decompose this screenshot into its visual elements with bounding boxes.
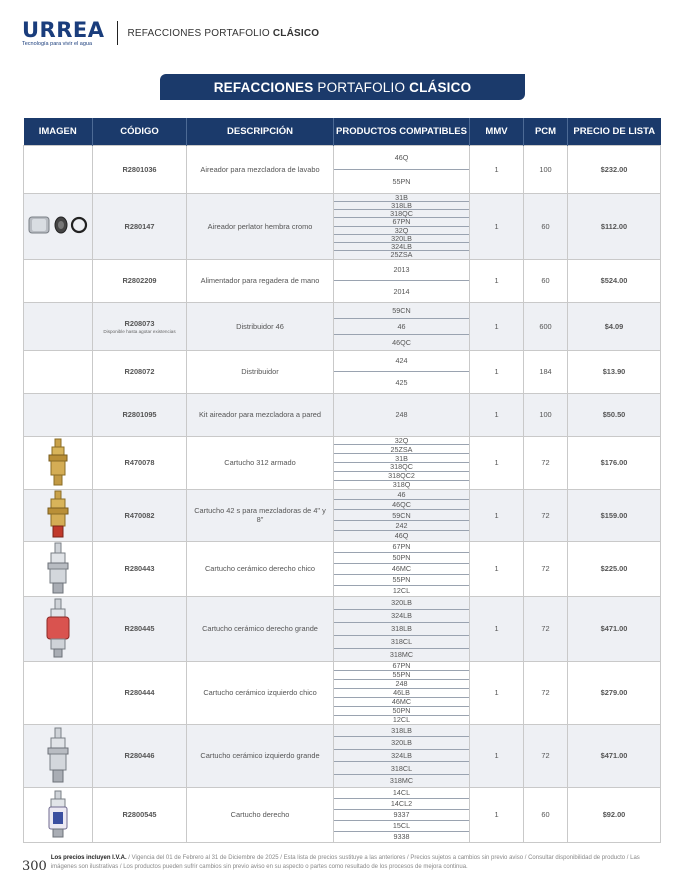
compatible-product: 318CL bbox=[334, 762, 469, 775]
compatible-product: 9337 bbox=[334, 810, 469, 821]
description-cell: Cartucho cerámico izquierdo grande bbox=[187, 724, 334, 787]
compatible-product: 46 bbox=[334, 319, 469, 335]
code-cell bbox=[93, 145, 187, 193]
compatible-list bbox=[334, 394, 469, 436]
description-cell: Cartucho cerámico derecho grande bbox=[187, 596, 334, 661]
compatible-product: 318QC2 bbox=[334, 472, 469, 481]
table-row bbox=[24, 541, 661, 596]
compatible-product: 320LB bbox=[334, 235, 469, 243]
price-cell: $4.09 bbox=[568, 302, 661, 350]
logo-wordmark: URREA bbox=[22, 17, 105, 42]
mmv-cell: 1 bbox=[470, 436, 524, 489]
mmv-cell: 1 bbox=[470, 724, 524, 787]
price-cell: $50.50 bbox=[568, 393, 661, 436]
product-code: R208073 bbox=[124, 318, 155, 328]
table-row bbox=[24, 436, 661, 489]
image-cell bbox=[24, 596, 93, 661]
compatible-list bbox=[334, 303, 469, 350]
compatible-product: 46MC bbox=[334, 698, 469, 707]
compatible-product: 12CL bbox=[392, 586, 411, 595]
mmv-cell: 1 bbox=[470, 541, 524, 596]
pcm-cell: 600 bbox=[524, 302, 568, 350]
banner-part1: REFACCIONES bbox=[213, 79, 314, 95]
mmv-cell: 1 bbox=[470, 302, 524, 350]
description-cell: Distribuidor bbox=[187, 350, 334, 393]
table-row bbox=[24, 393, 661, 436]
compatible-product: 15CL bbox=[334, 821, 469, 832]
col-image: IMAGEN bbox=[24, 118, 93, 145]
code-cell bbox=[93, 350, 187, 393]
page-number: 300 bbox=[22, 859, 47, 874]
image-cell bbox=[24, 259, 93, 302]
code-cell bbox=[93, 661, 187, 724]
compatible-product: 59CN bbox=[334, 510, 469, 520]
product-code: R2801095 bbox=[122, 410, 157, 419]
compatible-product: 318MC bbox=[389, 650, 414, 659]
compatible-cell bbox=[334, 596, 470, 661]
compatible-product: 46QC bbox=[392, 337, 411, 347]
mmv-cell: 1 bbox=[470, 596, 524, 661]
compatible-cell bbox=[334, 259, 470, 302]
product-image bbox=[24, 598, 92, 660]
code-cell bbox=[93, 436, 187, 489]
description-cell: Cartucho cerámico izquierdo chico bbox=[187, 661, 334, 724]
compatible-list bbox=[334, 542, 469, 596]
product-image bbox=[24, 727, 92, 785]
compatible-product: 31B bbox=[334, 194, 469, 202]
compatible-product: 50PN bbox=[334, 553, 469, 564]
compatible-list bbox=[334, 437, 469, 489]
compatible-list bbox=[334, 788, 469, 842]
description-cell: Alimentador para regadera de mano bbox=[187, 259, 334, 302]
table-row bbox=[24, 350, 661, 393]
pcm-cell: 60 bbox=[524, 787, 568, 842]
code-cell bbox=[93, 259, 187, 302]
price-cell: $471.00 bbox=[568, 596, 661, 661]
header-title-light: REFACCIONES PORTAFOLIO bbox=[127, 27, 270, 39]
mmv-cell: 1 bbox=[470, 145, 524, 193]
compatible-product: 59CN bbox=[334, 303, 469, 319]
compatible-product: 248 bbox=[395, 410, 408, 419]
footer-text: / Vigencia del 01 de Febrero al 31 de Diciembre de 2025 / Esta lista de precios sustituye a las anteriores / Precios sujetos a cambios sin previo aviso / Consultar disponibilidad de producto / Las imágenes son ilustrativas / Los productos pueden sufrir cambios sin previo aviso en su aspecto o partes como resultado de los procesos de mejora continua. bbox=[50, 855, 640, 870]
page-header bbox=[22, 18, 319, 48]
price-cell: $524.00 bbox=[568, 259, 661, 302]
footer-bold: Los precios incluyen I.V.A. bbox=[50, 855, 127, 861]
pcm-cell: 100 bbox=[524, 145, 568, 193]
compatible-product: 248 bbox=[334, 680, 469, 689]
image-cell bbox=[24, 302, 93, 350]
mmv-cell: 1 bbox=[470, 350, 524, 393]
availability-note: Disponible hasta agotar existencias bbox=[103, 328, 176, 334]
code-cell bbox=[93, 787, 187, 842]
compatible-cell bbox=[334, 350, 470, 393]
image-cell bbox=[24, 193, 93, 259]
product-code: R280147 bbox=[124, 221, 155, 231]
table-row bbox=[24, 596, 661, 661]
banner-part2: PORTAFOLIO bbox=[317, 79, 406, 95]
compatible-product: 9338 bbox=[393, 832, 410, 841]
pcm-cell: 72 bbox=[524, 661, 568, 724]
mmv-cell: 1 bbox=[470, 661, 524, 724]
header-title bbox=[128, 28, 320, 39]
pcm-cell: 60 bbox=[524, 193, 568, 259]
mmv-cell: 1 bbox=[470, 489, 524, 541]
mmv-cell: 1 bbox=[470, 259, 524, 302]
compatible-product: 324LB bbox=[334, 243, 469, 251]
code-cell bbox=[93, 393, 187, 436]
image-cell bbox=[24, 724, 93, 787]
compatible-product: 424 bbox=[334, 351, 469, 373]
pcm-cell: 72 bbox=[524, 436, 568, 489]
compatible-cell bbox=[334, 541, 470, 596]
pcm-cell: 72 bbox=[524, 724, 568, 787]
table-row bbox=[24, 302, 661, 350]
price-cell: $92.00 bbox=[568, 787, 661, 842]
description-cell: Cartucho derecho bbox=[187, 787, 334, 842]
compatible-cell bbox=[334, 724, 470, 787]
price-cell: $471.00 bbox=[568, 724, 661, 787]
compatible-product: 12CL bbox=[392, 715, 411, 724]
compatible-cell bbox=[334, 145, 470, 193]
price-cell: $13.90 bbox=[568, 350, 661, 393]
compatible-product: 318LB bbox=[334, 202, 469, 210]
description-cell: Distribuidor 46 bbox=[187, 302, 334, 350]
compatible-product: 46Q bbox=[394, 531, 409, 541]
product-code: R208072 bbox=[124, 367, 155, 376]
compatible-product: 67PN bbox=[334, 542, 469, 553]
product-image bbox=[24, 214, 92, 238]
compatible-product: 318MC bbox=[389, 776, 414, 786]
compatible-list bbox=[334, 194, 469, 259]
header-divider bbox=[117, 21, 118, 45]
compatible-product: 46MC bbox=[334, 564, 469, 575]
compatible-product: 318Q bbox=[392, 480, 411, 490]
table-row bbox=[24, 724, 661, 787]
product-image bbox=[24, 490, 92, 540]
compatible-product: 320LB bbox=[334, 737, 469, 750]
product-code: R2801036 bbox=[122, 164, 157, 174]
compatible-cell bbox=[334, 787, 470, 842]
compatible-product: 46Q bbox=[334, 146, 469, 170]
col-compatible: PRODUCTOS COMPATIBLES bbox=[334, 118, 470, 145]
compatible-cell bbox=[334, 436, 470, 489]
header-title-bold: CLÁSICO bbox=[272, 27, 320, 39]
pcm-cell: 184 bbox=[524, 350, 568, 393]
code-cell bbox=[93, 596, 187, 661]
product-code: R470078 bbox=[124, 458, 155, 467]
col-description: DESCRIPCIÓN bbox=[187, 118, 334, 145]
description-cell: Cartucho cerámico derecho chico bbox=[187, 541, 334, 596]
compatible-product: 242 bbox=[334, 521, 469, 531]
code-cell bbox=[93, 193, 187, 259]
compatible-product: 31B bbox=[334, 454, 469, 463]
table-row bbox=[24, 489, 661, 541]
product-code: R280443 bbox=[124, 564, 155, 573]
product-image bbox=[24, 790, 92, 840]
mmv-cell: 1 bbox=[470, 193, 524, 259]
compatible-product: 318CL bbox=[334, 636, 469, 649]
image-cell bbox=[24, 145, 93, 193]
pcm-cell: 72 bbox=[524, 596, 568, 661]
compatible-product: 318QC bbox=[334, 210, 469, 218]
code-cell bbox=[93, 724, 187, 787]
pcm-cell: 60 bbox=[524, 259, 568, 302]
pcm-cell: 72 bbox=[524, 489, 568, 541]
description-cell: Kit aireador para mezcladora a pared bbox=[187, 393, 334, 436]
compatible-product: 67PN bbox=[334, 218, 469, 226]
price-cell: $176.00 bbox=[568, 436, 661, 489]
table-header-row bbox=[24, 118, 661, 145]
table-row bbox=[24, 193, 661, 259]
compatible-product: 25ZSA bbox=[390, 250, 413, 260]
compatible-product: 318LB bbox=[334, 725, 469, 738]
urrea-logo bbox=[22, 17, 105, 47]
image-cell bbox=[24, 393, 93, 436]
product-image bbox=[24, 438, 92, 488]
image-cell bbox=[24, 489, 93, 541]
table-row bbox=[24, 259, 661, 302]
compatible-product: 55PN bbox=[392, 176, 411, 186]
compatible-product: 32Q bbox=[334, 227, 469, 235]
logo-tagline: Tecnología para vivir el agua bbox=[22, 40, 93, 47]
image-cell bbox=[24, 350, 93, 393]
compatible-list bbox=[334, 662, 469, 724]
price-table bbox=[23, 118, 661, 843]
compatible-product: 25ZSA bbox=[334, 445, 469, 454]
footer-disclaimer bbox=[51, 854, 662, 871]
code-cell bbox=[93, 489, 187, 541]
compatible-list bbox=[334, 597, 469, 661]
description-cell: Aireador perlator hembra cromo bbox=[187, 193, 334, 259]
compatible-cell bbox=[334, 302, 470, 350]
pcm-cell: 100 bbox=[524, 393, 568, 436]
pcm-cell: 72 bbox=[524, 541, 568, 596]
compatible-product: 55PN bbox=[334, 575, 469, 586]
price-cell: $279.00 bbox=[568, 661, 661, 724]
compatible-product: 55PN bbox=[334, 671, 469, 680]
banner-part3: CLÁSICO bbox=[409, 79, 472, 95]
product-code: R280444 bbox=[124, 688, 155, 697]
compatible-product: 320LB bbox=[334, 597, 469, 610]
compatible-product: 50PN bbox=[334, 707, 469, 716]
price-cell: $159.00 bbox=[568, 489, 661, 541]
compatible-product: 324LB bbox=[334, 750, 469, 763]
compatible-product: 318QC bbox=[334, 463, 469, 472]
section-banner bbox=[160, 74, 525, 100]
col-mmv: MMV bbox=[470, 118, 524, 145]
image-cell bbox=[24, 661, 93, 724]
compatible-product: 425 bbox=[395, 377, 408, 387]
product-code: R2802209 bbox=[122, 276, 157, 285]
price-cell: $112.00 bbox=[568, 193, 661, 259]
compatible-list bbox=[334, 260, 469, 302]
compatible-cell bbox=[334, 661, 470, 724]
product-code: R470082 bbox=[124, 510, 155, 520]
compatible-product: 2013 bbox=[334, 260, 469, 282]
mmv-cell: 1 bbox=[470, 393, 524, 436]
product-code: R280445 bbox=[124, 624, 155, 633]
code-cell bbox=[93, 302, 187, 350]
product-image bbox=[24, 542, 92, 596]
compatible-cell bbox=[334, 393, 470, 436]
col-pcm: PCM bbox=[524, 118, 568, 145]
compatible-product: 67PN bbox=[334, 662, 469, 671]
compatible-list bbox=[334, 146, 469, 193]
table-row bbox=[24, 661, 661, 724]
col-code: CÓDIGO bbox=[93, 118, 187, 145]
compatible-product: 2014 bbox=[393, 286, 410, 296]
compatible-product: 46LB bbox=[334, 689, 469, 698]
compatible-product: 32Q bbox=[334, 437, 469, 446]
code-cell bbox=[93, 541, 187, 596]
compatible-list bbox=[334, 725, 469, 787]
description-cell: Aireador para mezcladora de lavabo bbox=[187, 145, 334, 193]
price-cell: $232.00 bbox=[568, 145, 661, 193]
image-cell bbox=[24, 787, 93, 842]
compatible-product: 46 bbox=[334, 490, 469, 500]
compatible-cell bbox=[334, 489, 470, 541]
page-footer bbox=[22, 854, 662, 874]
compatible-list bbox=[334, 351, 469, 393]
compatible-product: 318LB bbox=[334, 623, 469, 636]
price-cell: $225.00 bbox=[568, 541, 661, 596]
compatible-list bbox=[334, 490, 469, 541]
table-row bbox=[24, 145, 661, 193]
image-cell bbox=[24, 541, 93, 596]
compatible-product: 14CL2 bbox=[334, 799, 469, 810]
col-price: PRECIO DE LISTA bbox=[568, 118, 661, 145]
mmv-cell: 1 bbox=[470, 787, 524, 842]
compatible-product: 46QC bbox=[334, 500, 469, 510]
image-cell bbox=[24, 436, 93, 489]
description-cell: Cartucho 42 s para mezcladoras de 4" y 8" bbox=[187, 489, 334, 541]
compatible-product: 14CL bbox=[334, 788, 469, 799]
compatible-product: 324LB bbox=[334, 610, 469, 623]
compatible-cell bbox=[334, 193, 470, 259]
product-code: R2800545 bbox=[122, 810, 157, 819]
product-code: R280446 bbox=[124, 751, 155, 760]
description-cell: Cartucho 312 armado bbox=[187, 436, 334, 489]
table-row bbox=[24, 787, 661, 842]
